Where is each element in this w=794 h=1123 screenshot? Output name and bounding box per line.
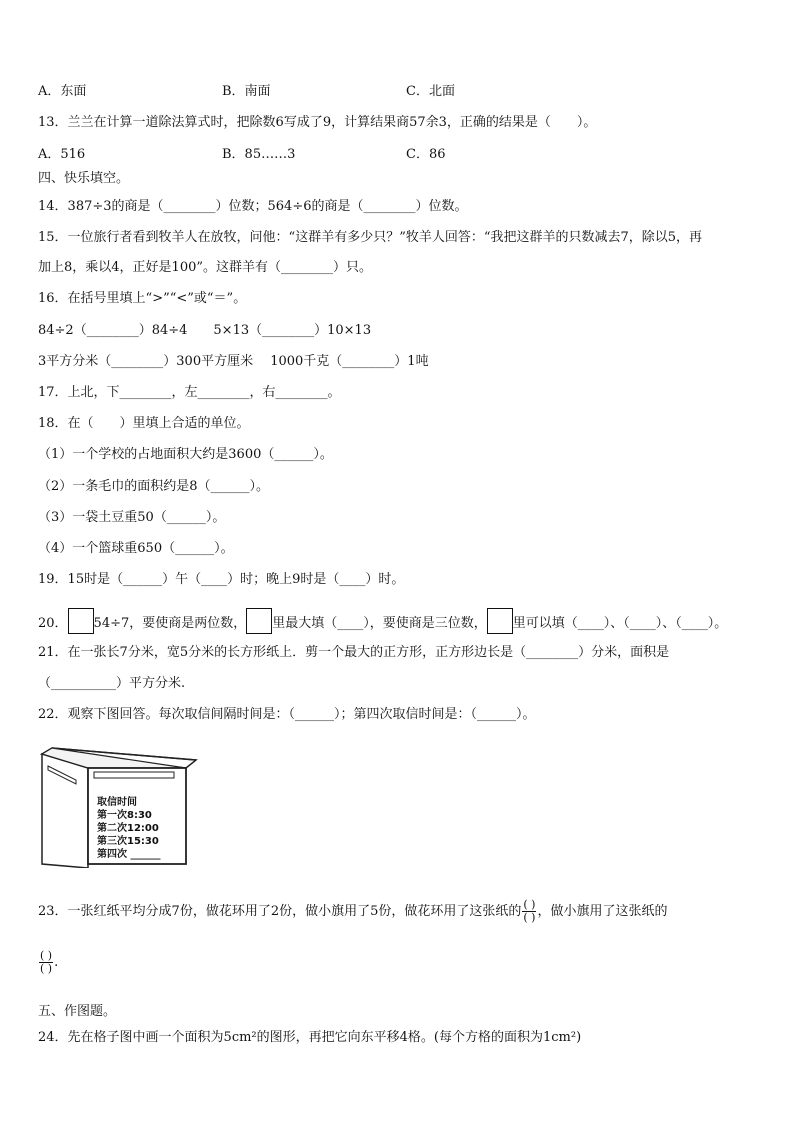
q20-text [38,608,727,634]
mailbox-row-4: 第四次 ______ [97,849,161,860]
q23-fraction-line [38,950,58,975]
q12-option-a: A．东面 [38,84,87,99]
q18-item-2: （2）一条毛巾的面积约是8（______）。 [38,479,270,494]
mailbox-title: 取信时间 [97,797,137,808]
q20-answer-box-1[interactable] [68,608,94,634]
q12-option-c: C．北面 [406,84,455,99]
q22-text: 22．观察下图回答。每次取信间隔时间是：（______）；第四次取信时间是：（______）。 [38,707,536,722]
q23-part2: ，做小旗用了这张纸的 [537,904,668,919]
q20-part3: 里可以填（____）、（____）、（____）。 [512,616,728,631]
q18-item-1: （1）一个学校的占地面积大约是3600（______）。 [38,447,333,462]
q19-text: 19．15时是（______）午（____）时；晚上9时是（____）时。 [38,572,405,587]
q20-answer-box-2[interactable] [246,608,272,634]
q15-text-line2: 加上8，乘以4，正好是100”。这群羊有（________）只。 [38,260,373,275]
q18-item-4: （4）一个篮球重650（______）。 [38,541,234,556]
q13-option-a: A．516 [38,147,86,162]
mailbox-row-3: 第三次15:30 [97,836,159,847]
q17-text: 17．上北，下________，左________，右________。 [38,385,341,400]
q20-part2: 里最大填（____），要使商是三位数， [272,616,487,631]
section-5-heading: 五、作图题。 [38,1004,117,1019]
q23-fraction-2[interactable]: $\frac{( )}{( )}$ [40,949,53,975]
q13-text: 13．兰兰在计算一道除法算式时，把除数6写成了9，计算结果商57余3，正确的结果是（ ）。 [38,115,597,130]
q23-text [38,899,667,924]
mailbox-illustration [36,746,198,868]
q18-text: 18．在（ ）里填上合适的单位。 [38,416,250,431]
q18-item-3: （3）一袋土豆重50（______）。 [38,510,226,525]
q12-option-b: B．南面 [222,84,271,99]
q16-row1: 84÷2（________）84÷4 5×13（________）10×13 [38,323,372,338]
mailbox-row-1: 第一次8:30 [97,810,152,821]
q20-part1: 54÷7，要使商是两位数， [93,616,247,631]
q20-number: 20． [38,616,68,631]
q23-fraction-1[interactable]: $\frac{( )}{( )}$ [523,898,536,924]
q20-answer-box-3[interactable] [487,608,513,634]
q24-text: 24．先在格子图中画一个面积为5cm²的图形，再把它向东平移4格。(每个方格的面积为1cm²) [38,1030,582,1045]
q13-option-b: B．85……3 [222,147,296,162]
q16-row2: 3平方分米（________）300平方厘米 1000千克（________）1吨 [38,354,429,369]
q15-text-line1: 15．一位旅行者看到牧羊人在放牧，问他：“这群羊有多少只？”牧羊人回答：“我把这群羊的只数减去7，除以5，再 [38,230,703,245]
q14-text: 14．387÷3的商是（________）位数；564÷6的商是（________）位数。 [38,199,468,214]
q23-part1: 23．一张红纸平均分成7份，做花环用了2份，做小旗用了5份，做花环用了这张纸的 [38,904,522,919]
q16-text: 16．在括号里填上“>”“<”或“＝”。 [38,291,247,306]
q21-text-line2: （__________）平方分米. [38,676,186,691]
q21-text-line1: 21．在一张长7分米，宽5分米的长方形纸上．剪一个最大的正方形，正方形边长是（________）分米，面积是 [38,645,670,660]
section-4-heading: 四、快乐填空。 [38,171,130,186]
mailbox-row-2: 第二次12:00 [97,823,159,834]
q23-end: . [54,955,59,970]
q13-option-c: C．86 [406,147,446,162]
